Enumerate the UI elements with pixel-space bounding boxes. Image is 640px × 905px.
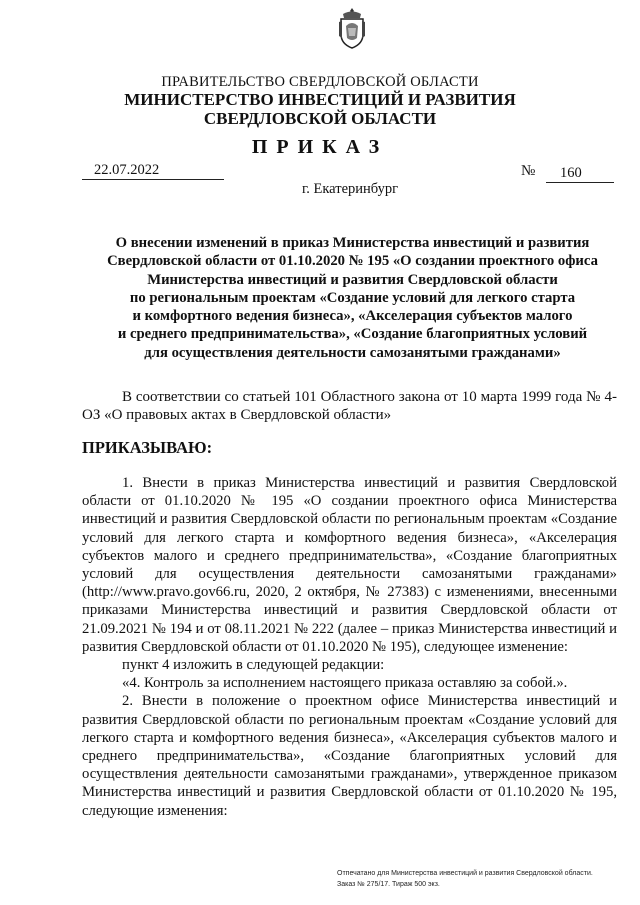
government-name: ПРАВИТЕЛЬСТВО СВЕРДЛОВСКОЙ ОБЛАСТИ xyxy=(161,74,479,90)
print-footer xyxy=(337,868,593,890)
basis-text: В соответствии со статьей 101 Областного закона от 10 марта 1999 года № 4-ОЗ «О правовых актах в Свердловской области» xyxy=(82,389,617,423)
footer-line: Заказ № 275/17. Тираж 500 экз. xyxy=(337,881,440,888)
ministry-region: СВЕРДЛОВСКОЙ ОБЛАСТИ xyxy=(203,109,437,128)
paragraph: 2. Внести в положение о проектном офисе Министерства инвестиций и развития Свердловской области по региональным проектам «Создание условий для легкого старта и комфортного ведения бизнеса», «Акселерация субъектов малого и среднего предпринимательства», «Создание благоприятных условий для осуществления деятельности самозанятыми гражданами», утвержденное приказом Министерства инвестиций и развития Свердловской области от 01.10.2020 № 195, следующие изменения: xyxy=(82,693,617,819)
coat-of-arms-icon xyxy=(337,6,367,50)
title-line: для осуществления деятельности самозанятыми гражданами» xyxy=(144,344,561,361)
title-line: Министерства инвестиций и развития Свердловской области xyxy=(147,271,558,288)
title-line: по региональным проектам «Создание условий для легкого старта xyxy=(129,289,576,306)
document-body xyxy=(82,474,617,820)
ministry-name: МИНИСТЕРСТВО ИНВЕСТИЦИЙ И РАЗВИТИЯ xyxy=(124,90,516,109)
title-line: Свердловской области от 01.10.2020 № 195 «О создании проектного офиса xyxy=(107,253,598,270)
title-line: О внесении изменений в приказ Министерства инвестиций и развития xyxy=(115,235,590,251)
number-sign: № xyxy=(521,163,536,179)
footer-line: Отпечатано для Министерства инвестиций и развития Свердловской области. xyxy=(337,870,593,877)
city: г. Екатеринбург xyxy=(301,181,399,197)
paragraph: 1. Внести в приказ Министерства инвестиций и развития Свердловской области от 01.10.2020 № 195 «О создании проектного офиса Министерства инвестиций и развития Свердловской области по региональным проектам «Создание условий для легкого старта и комфортного ведения бизнеса», «Акселерация субъектов малого и среднего предпринимательства», «Создание благоприятных условий для осуществления деятельности самозанятыми гражданами» (http://www.pravo.gov66.ru, 2020, 2 октября, № 27383) с изменениями, внесенными приказами Министерства инвестиций и развития Свердловской области от 21.09.2021 № 194 и от 08.11.2021 № 222 (далее – приказ Министерства инвестиций и развития Свердловской области от 01.10.2020 № 195), следующее изменение: xyxy=(82,475,617,655)
title-line: и среднего предпринимательства», «Создание благоприятных условий xyxy=(117,326,588,343)
order-word: ПРИКАЗЫВАЮ: xyxy=(82,438,213,457)
paragraph: «4. Контроль за исполнением настоящего приказа оставляю за собой.». xyxy=(122,675,568,692)
document-title xyxy=(80,234,625,362)
document-type: ПРИКАЗ xyxy=(251,136,389,158)
document-date: 22.07.2022 xyxy=(82,162,224,180)
title-line: и комфортного ведения бизнеса», «Акселерация субъектов малого xyxy=(132,308,573,325)
paragraph: пункт 4 изложить в следующей редакции: xyxy=(122,657,385,674)
legal-basis xyxy=(82,389,617,424)
document-number: 160 xyxy=(546,165,614,183)
